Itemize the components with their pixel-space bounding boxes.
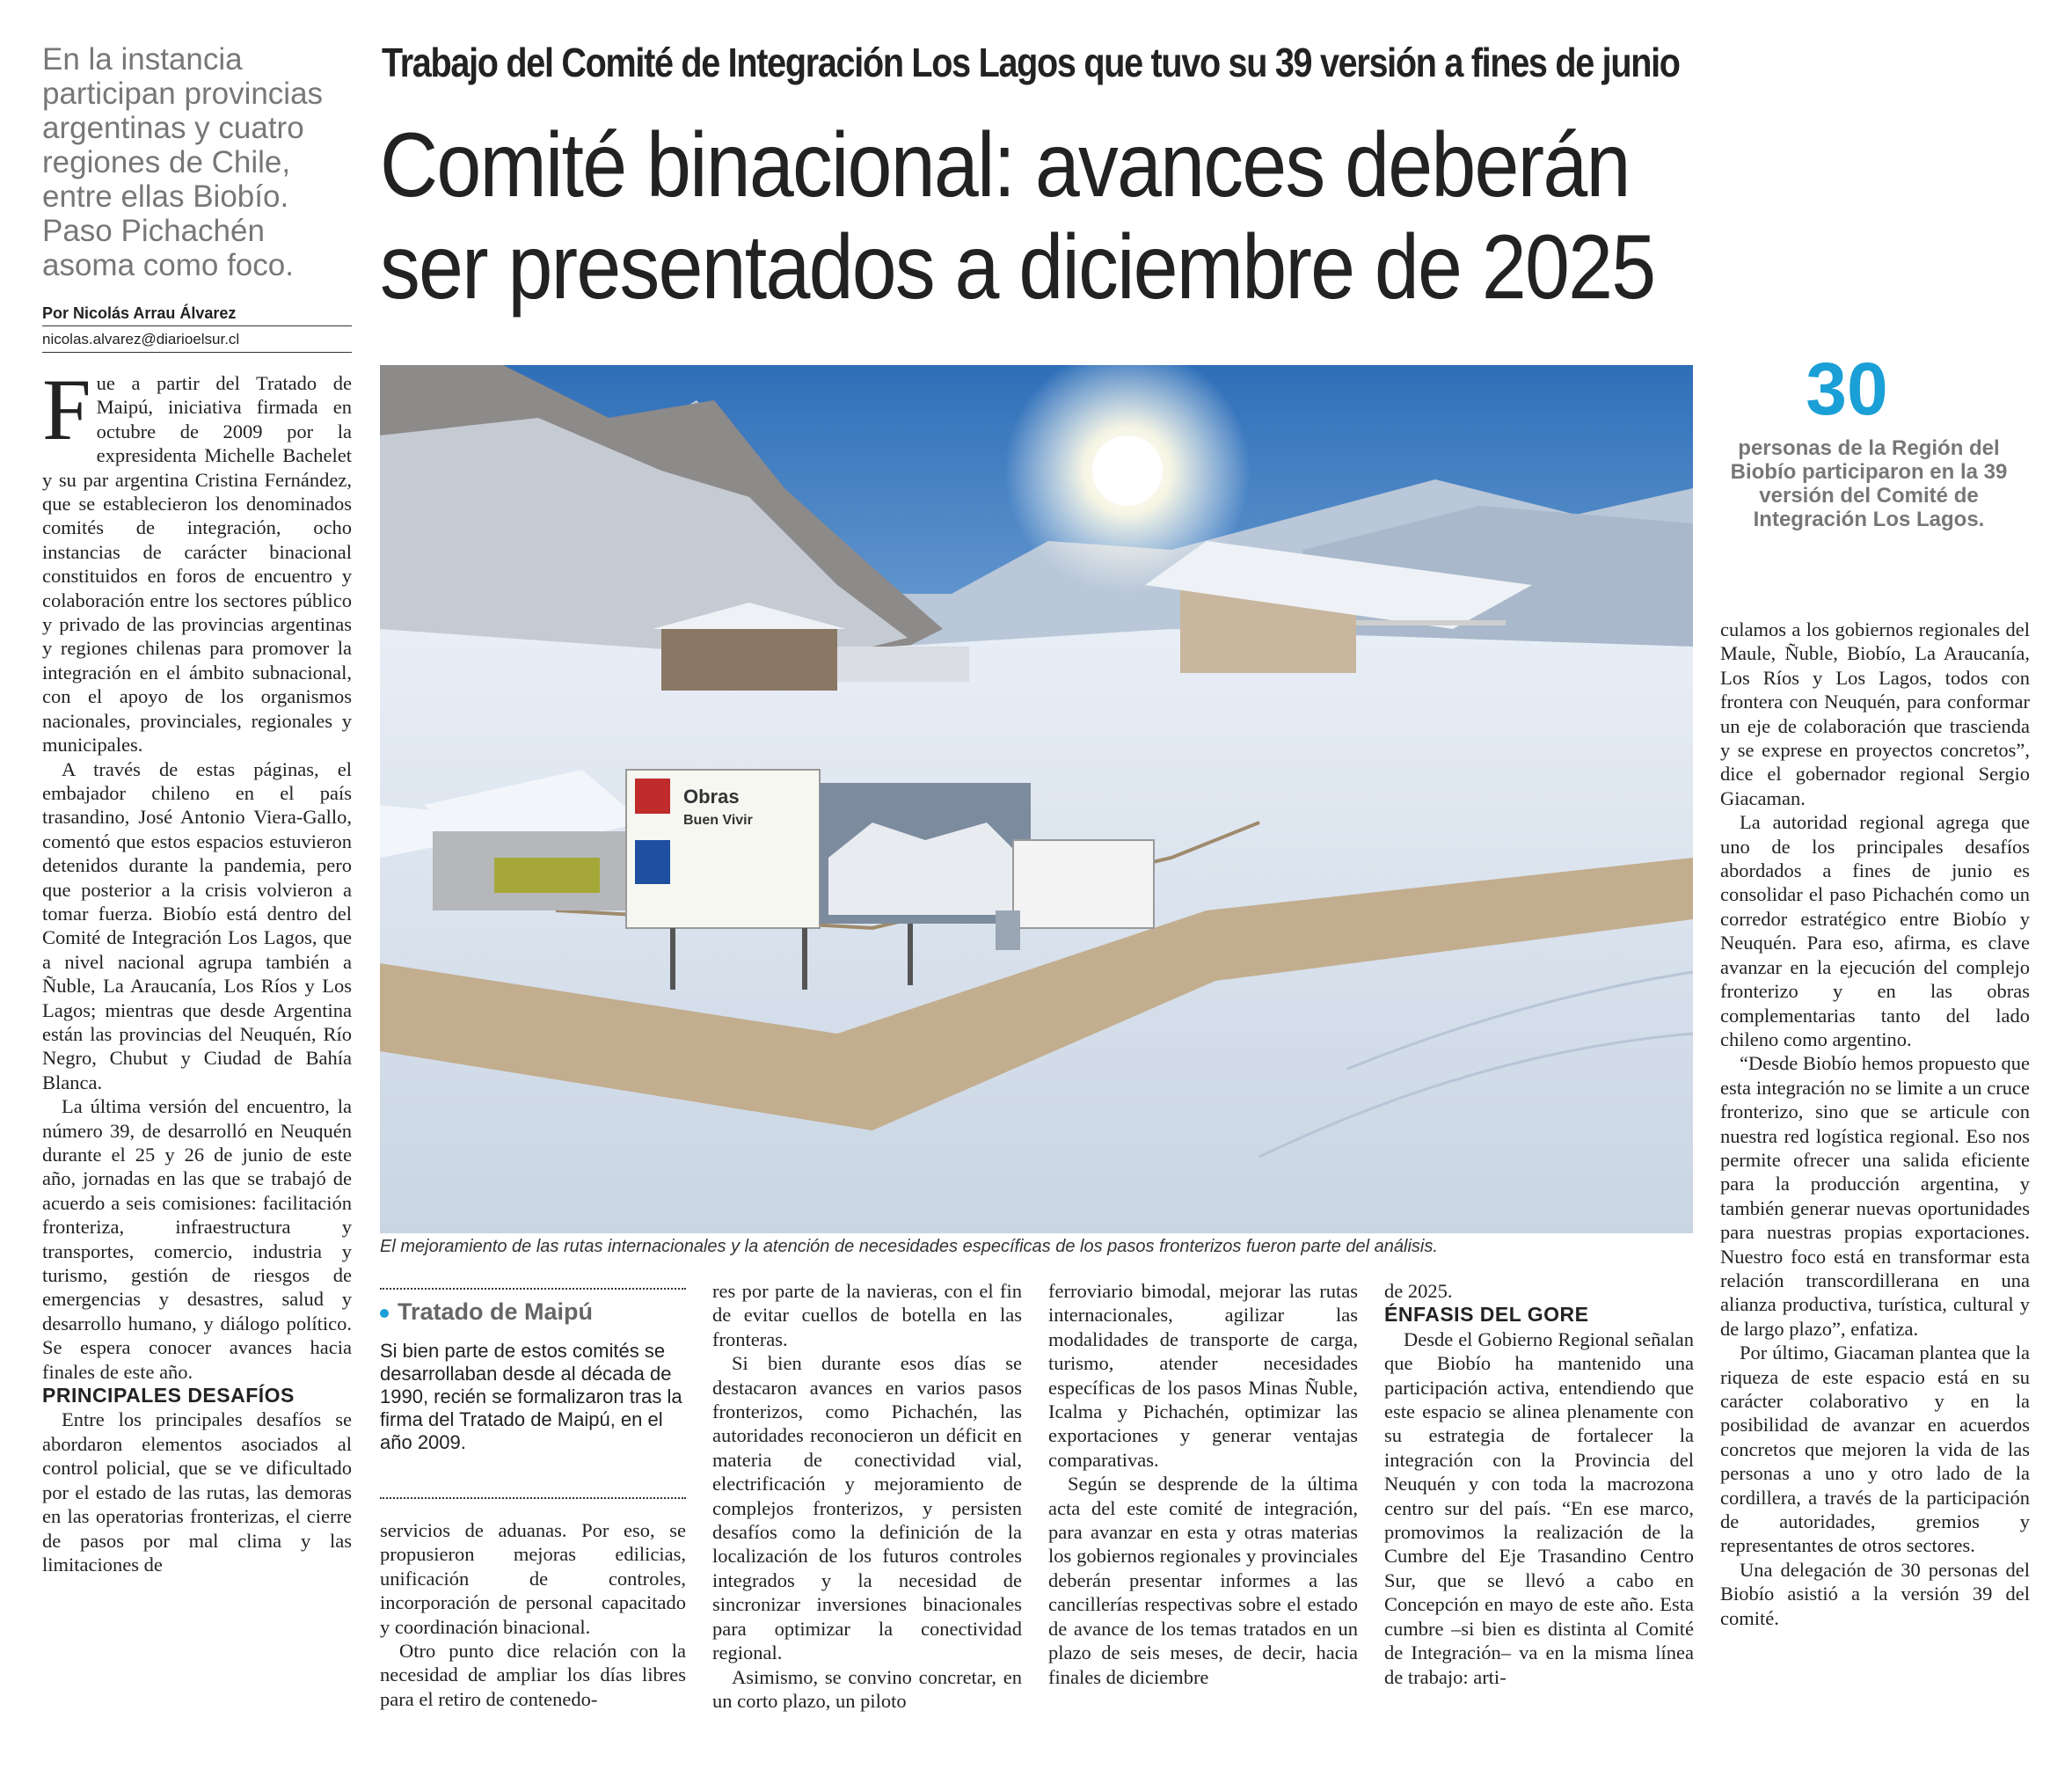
divider <box>380 1497 686 1499</box>
stat-number: 30 <box>1806 347 1888 430</box>
sidebox-title-text: Tratado de Maipú <box>398 1298 594 1325</box>
headline-line-2: ser presentados a diciembre de 2025 <box>380 216 1655 318</box>
paragraph: “Desde Biobío hemos propuesto que esta integración no se limite a un cruce fronterizo, sino que se articule con nuestra red logística regional. Eso nos permite ofrecer una salida eficiente para la producción argentina, y también generar nuevas oportunidades para nuestras propias exportaciones. Nuestro foco está en transformar esta relación transcordillerana en una alianza productiva, turística, cultural y de largo plazo”, enfatiza. <box>1720 1052 2030 1340</box>
paragraph: res por parte de la navieras, con el fin de evitar cuellos de botella en las fronteras. <box>712 1280 1022 1350</box>
paragraph: servicios de aduanas. Por eso, se propusieron mejoras edilicias, unificación de controles, incorporación de personal capacitado y coordinación binacional. <box>380 1519 686 1638</box>
paragraph: ferroviario bimodal, mejorar las rutas internacionales, agilizar las modalidades de transporte de carga, turismo, atender necesidades específicas de los pasos Minas Ñuble, Icalma y Pichachén, optimizar las exportaciones y generar ventajas comparativas. <box>1048 1280 1358 1471</box>
paragraph: Según se desprende de la última acta del este comité de integración, para avanzar en esta y otras materias los gobiernos regionales y provinciales deberán presentar informes a las cancillerías respectivas sobre el estado de avance de los temas tratados en un plazo de seis meses, de decir, hacia finales de diciembre <box>1048 1473 1358 1688</box>
article-kicker: Trabajo del Comité de Integración Los Lagos que tuvo su 39 versión a fines de junio <box>382 40 1680 85</box>
paragraph: ue a partir del Tratado de Maipú, iniciativa firmada en octubre de 2009 por la expresidenta Michelle Bachelet y su par argentina Cristina Fernández, que se establecieron los denominados comités de integración, ocho instancias de carácter binacional constituidos en foros de encuentro y colaboración entre los sectores público y privado de las provincias argentinas y regiones chilenas para promover la integración en el ámbito subnacional, con el apoyo de los organismos nacionales, provinciales, regionales y municipales. <box>42 372 352 757</box>
column-3 <box>712 1279 1022 1713</box>
column-1 <box>42 361 352 1576</box>
paragraph: La última versión del encuentro, la número 39, de desarrolló en Neuquén durante el 25 y 26 de junio de este año, jornadas en las que se trabajó de acuerdo a seis comisiones: facilitación fronteriza, infraestructura y transportes, comercio, industria y turismo, gestión de riesgos de emergencias y desastres, salud y desarrollo humano, y diálogo político. Se espera conocer avances hacia finales de este año. <box>42 1095 352 1383</box>
subhead-enfasis-del-gore: ÉNFASIS DEL GORE <box>1384 1303 1589 1327</box>
sidebox-body: Si bien parte de estos comités se desarrollaban desde al década de 1990, recién se formalizaron tras la firma del Tratado de Maipú, en el año 2009. <box>380 1340 682 1453</box>
subhead-principales-desafios: PRINCIPALES DESAFÍOS <box>42 1384 295 1407</box>
paragraph: Otro punto dice relación con la necesidad de ampliar los días libres para el retiro de contenedo- <box>380 1640 686 1710</box>
article-photo <box>380 365 1693 1233</box>
column-5 <box>1384 1279 1694 1689</box>
paragraph: A través de estas páginas, el embajador chileno en el país trasandino, José Antonio Viera-Gallo, comentó que estos espacios estuvieron detenidos durante la pandemia, pero que posterior a la crisis volvieron a tomar fuerza. Biobío está dentro del Comité de Integración Los Lagos, que a nivel nacional agrupa también a Ñuble, La Araucanía, Los Ríos y Los Lagos; mientras que desde Argentina están las provincias del Neuquén, Río Negro, Chubut y Ciudad de Bahía Blanca. <box>42 757 352 1093</box>
sidebox-title <box>380 1298 686 1326</box>
paragraph: culamos a los gobiernos regionales del Maule, Ñuble, Biobío, La Araucanía, Los Ríos y Los Lagos, todos con frontera con Neuquén, para conformar un eje de colaboración que trascienda y se exprese en proyectos concretos”, dice el gobernador regional Sergio Giacaman. <box>1720 618 2030 809</box>
photo-caption: El mejoramiento de las rutas internacionales y la atención de necesidades específicas de los pasos fronterizos fueron parte del análisis. <box>380 1237 1438 1256</box>
column-6 <box>1720 618 2030 1630</box>
paragraph: Asimismo, se convino concretar, en un corto plazo, un piloto <box>712 1665 1022 1712</box>
column-2 <box>380 1518 686 1711</box>
bullet-dot-icon <box>380 1309 389 1318</box>
headline-line-1: Comité binacional: avances deberán <box>380 114 1630 216</box>
sign-subtitle: Buen Vivir <box>683 813 753 828</box>
article-deck: En la instancia participan provincias argentinas y cuatro regiones de Chile, entre ellas Biobío. Paso Pichachén asoma como foco. <box>42 42 324 282</box>
paragraph: Entre los principales desafíos se abordaron elementos asociados al control policial, que se ve dificultado por el estado de las rutas, las demoras en las operatorias fronterizas, el cierre de pasos por mal clima y las limitaciones de <box>42 1408 352 1576</box>
paragraph: Si bien durante esos días se destacaron avances en varios pasos fronterizos, como Pichachén, las autoridades reconocieron un déficit en materia de conectividad vial, electrificación y mejoramiento de complejos fronterizos, y persisten desafíos como la definición de la localización de los futuros controles integrados y la necesidad de sincronizar inversiones binacionales para optimizar la conectividad regional. <box>712 1352 1022 1664</box>
dropcap: F <box>42 361 91 458</box>
article-headline <box>380 114 1773 318</box>
column-4 <box>1048 1279 1358 1689</box>
sign-title: Obras <box>683 786 740 808</box>
paragraph: Por último, Giacaman plantea que la riqueza de este espacio está en su carácter colaborativo y en la posibilidad de avanzar en acuerdos concretos que mejoren la vida de las personas a uno y otro lado de la cordillera, a través de la participación de autoridades, gremios y representantes de otros sectores. <box>1720 1342 2030 1557</box>
author-email: nicolas.alvarez@diarioelsur.cl <box>42 331 352 353</box>
paragraph: de 2025. <box>1384 1280 1453 1302</box>
paragraph: Una delegación de 30 personas del Biobío asistió a la versión 39 del comité. <box>1720 1558 2030 1629</box>
byline: Por Nicolás Arrau Álvarez <box>42 304 352 326</box>
sidebox-tratado-de-maipu <box>380 1298 686 1454</box>
paragraph: Desde el Gobierno Regional señalan que Biobío ha mantenido una participación activa, entendiendo que este espacio se alinea plenamente con su estrategia de fortalecer la integración con la Provincia del Neuquén y con toda la macrozona centro sur del país. “En ese marco, promovimos la realización de la Cumbre del Eje Trasandino Centro Sur, que se llevó a cabo en Concepción en mayo de este año. Esta cumbre –si bien es distinta al Comité de Integración– va en la misma línea de trabajo: arti- <box>1384 1327 1694 1688</box>
divider <box>380 1288 686 1290</box>
paragraph: La autoridad regional agrega que uno de los principales desafíos abordados a fines de junio es consolidar el paso Pichachén como un corredor estratégico entre Biobío y Neuquén. Para eso, afirma, es clave avanzar en la ejecución del complejo fronterizo y en las obras complementarias tanto del lado chileno como argentino. <box>1720 811 2030 1050</box>
stat-label: personas de la Región del Biobío participaron en la 39 versión del Comité de Integración Los Lagos. <box>1730 436 2008 531</box>
border-crossing-construction-photo <box>380 365 1693 1233</box>
